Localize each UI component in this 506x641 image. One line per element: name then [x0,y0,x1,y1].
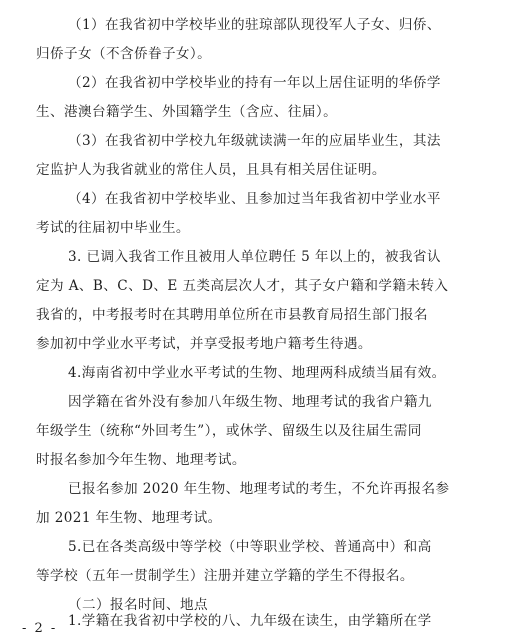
text-line: 5.已在各类高级中等学校（中等职业学校、普通高中）和高 [68,539,432,555]
text-line: 参加初中学业水平考试，并享受报考地户籍考生待遇。 [36,336,372,352]
text-line: （1）在我省初中学校毕业的驻琼部队现役军人子女、归侨、 [68,17,441,33]
text-line: 时报名参加今年生物、地理考试。 [36,452,246,468]
text-line: 已报名参加 2020 年生物、地理考试的考生，不允许再报名参 [68,481,450,497]
text-line: 1.学籍在我省初中学校的八、九年级在读生，由学籍所在学 [68,613,432,629]
text-line: 定为 A、B、C、D、E 五类高层次人才，其子女户籍和学籍未转入 [36,278,449,294]
text-line: 3. 已调入我省工作且被用人单位聘任 5 年以上的，被我省认 [68,249,441,265]
text-line: 4.海南省初中学业水平考试的生物、地理两科成绩当届有效。 [68,365,446,381]
text-line: 加 2021 年生物、地理考试。 [36,510,222,526]
text-line: 考试的往届初中毕业生。 [36,220,190,236]
page-number: - 2 - [22,621,58,636]
text-line: （3）在我省初中学校九年级就读满一年的应届毕业生，其法 [68,133,441,149]
section-heading: （二）报名时间、地点 [68,597,208,613]
text-line: （4）在我省初中学校毕业、且参加过当年我省初中学业水平 [68,191,441,207]
text-line: 等学校（五年一贯制学生）注册并建立学籍的学生不得报名。 [36,568,414,584]
text-line: 年级学生（统称“外回考生”），或休学、留级生以及往届生需同 [36,423,422,439]
text-line: 因学籍在省外没有参加八年级生物、地理考试的我省户籍九 [68,394,432,410]
text-line: 定监护人为我省就业的常住人员，且具有相关居住证明。 [36,162,386,178]
text-line: 生、港澳台籍学生、外国籍学生（含应、往届）。 [36,104,338,120]
text-line: 归侨子女（不含侨眷子女）。 [36,46,212,62]
text-line: （2）在我省初中学校毕业的持有一年以上居住证明的华侨学 [68,75,441,91]
text-line: 我省的，中考报考时在其聘用单位所在市县教育局招生部门报名 [36,307,428,323]
